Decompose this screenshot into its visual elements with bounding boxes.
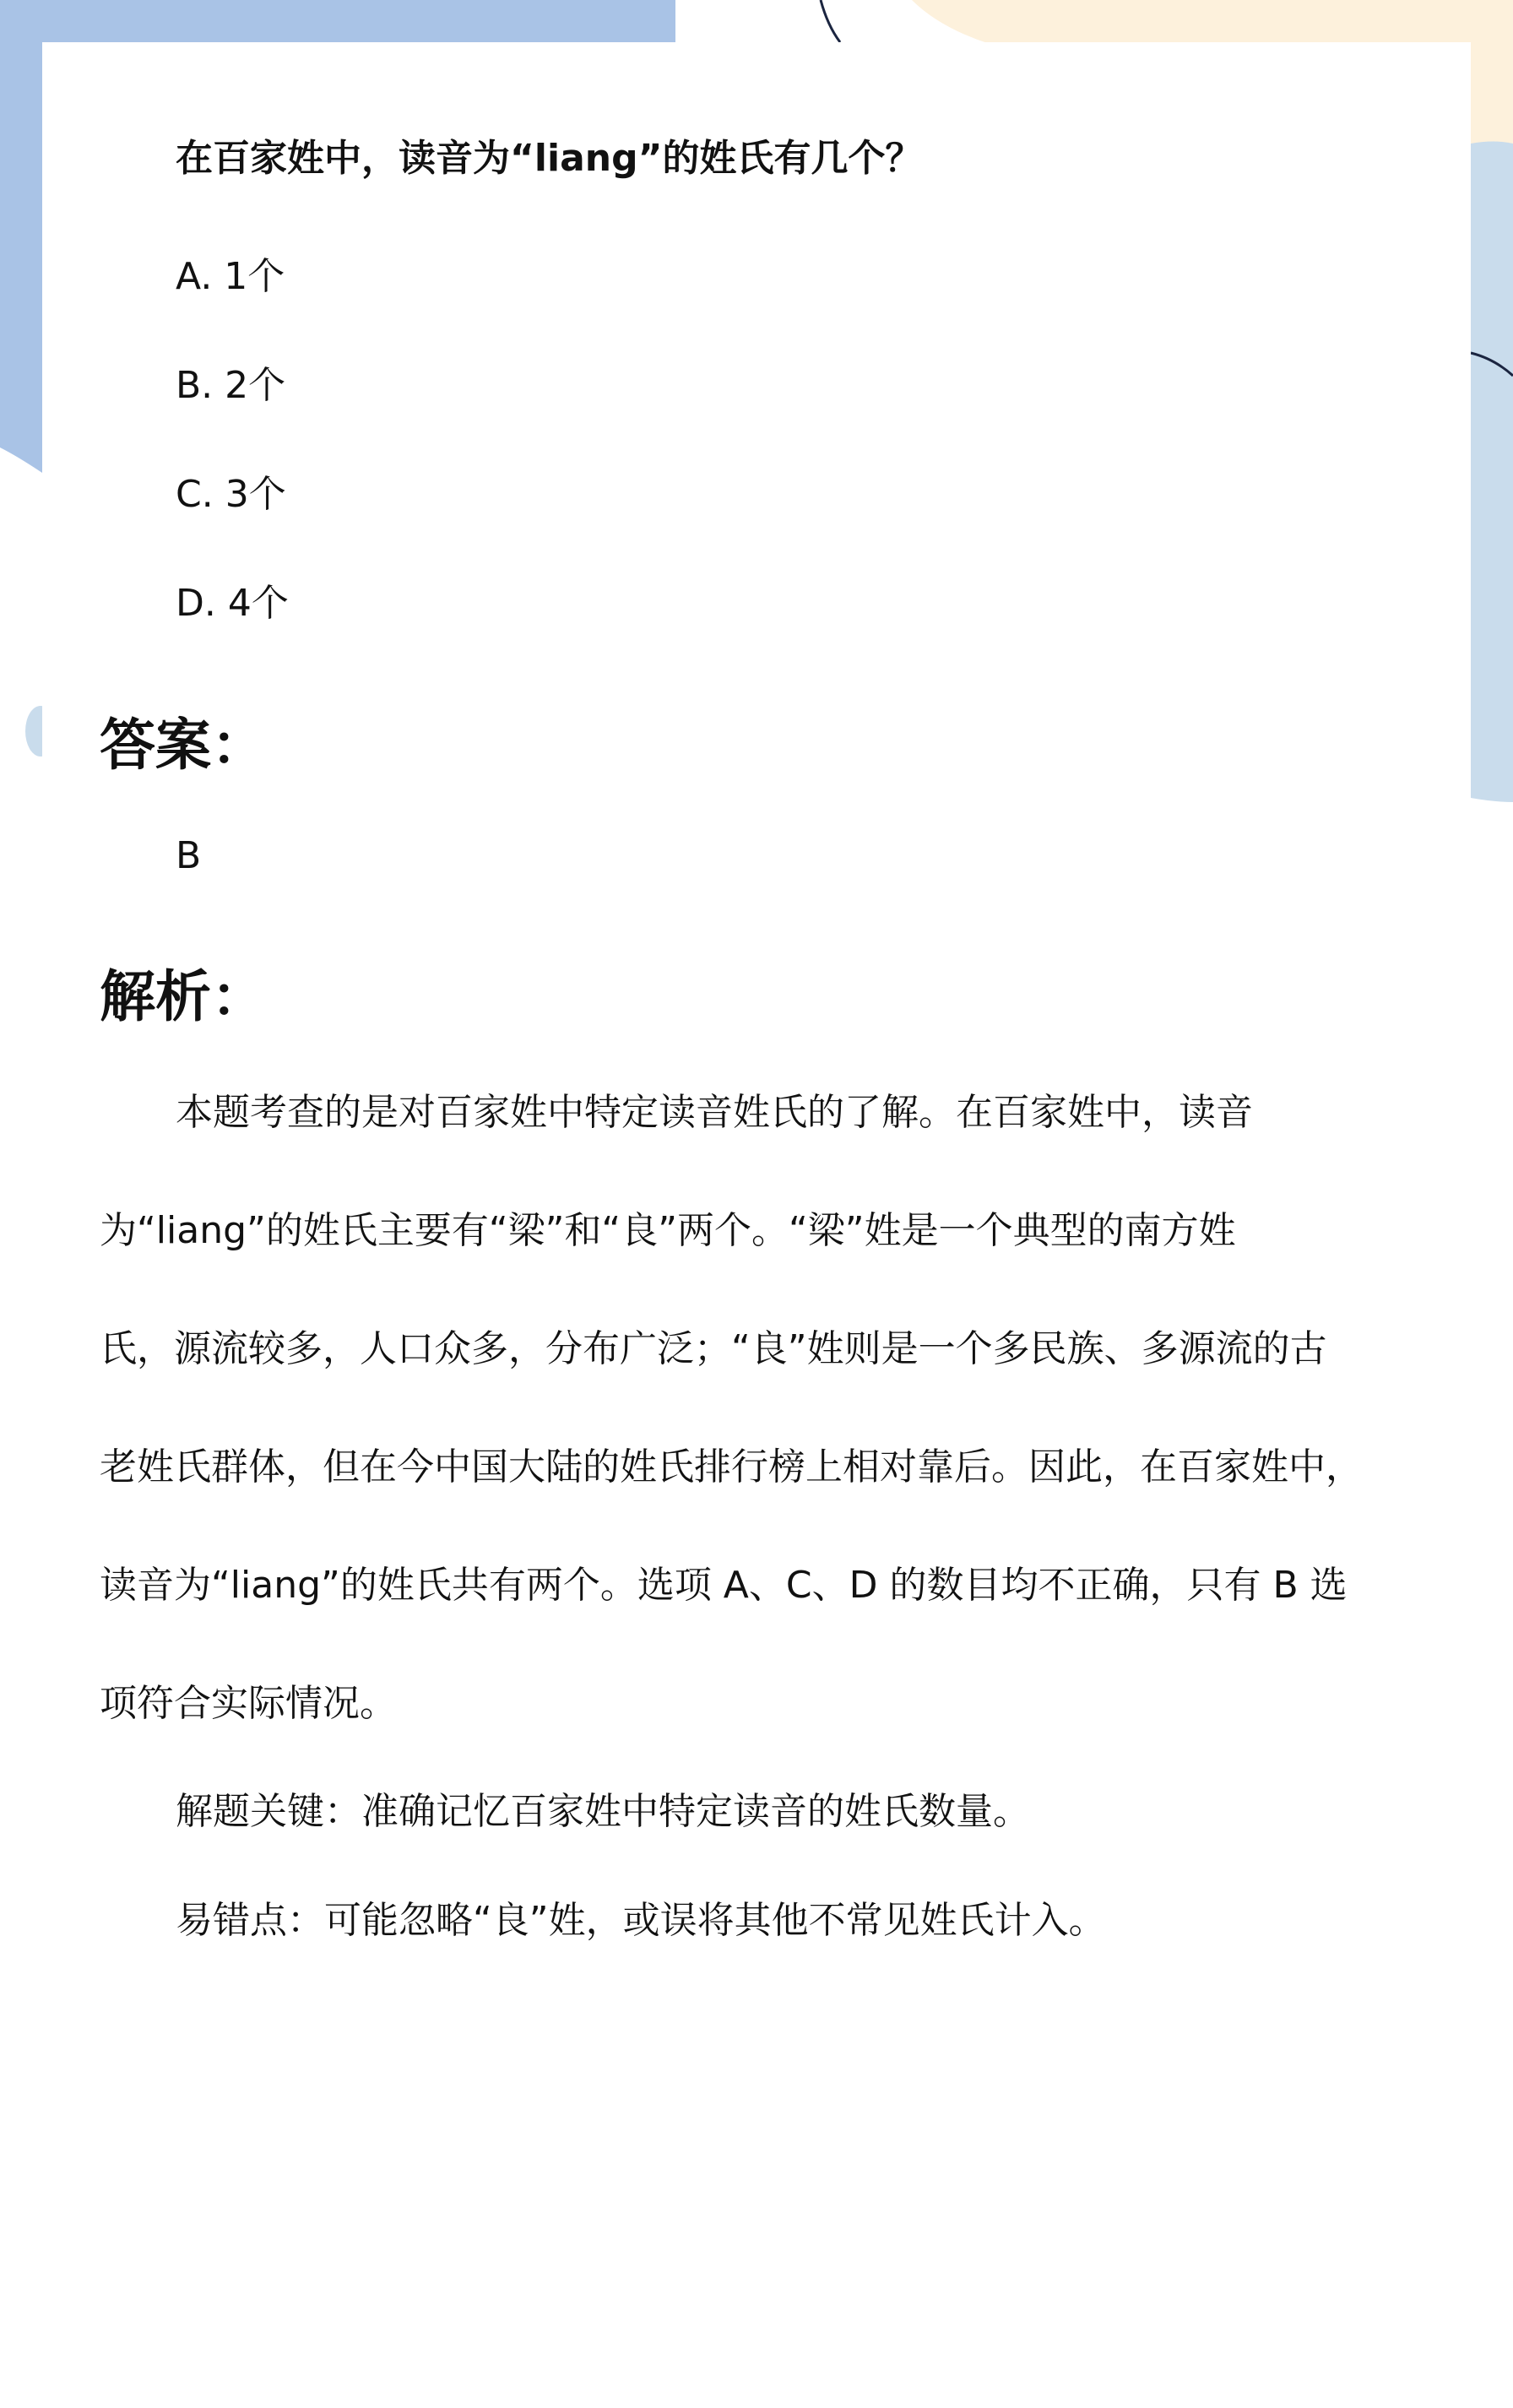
option-d: D. 4个 <box>176 582 289 625</box>
option-c: C. 3个 <box>176 473 286 516</box>
analysis-line: 氏，源流较多，人口众多，分布广泛；“良”姓则是一个多民族、多源流的古 <box>100 1327 1327 1370</box>
analysis-heading: 解析： <box>100 964 267 1029</box>
question-text: 在百家姓中，读音为“liang”的姓氏有几个？ <box>176 137 923 180</box>
option-b: B. 2个 <box>176 364 286 407</box>
question-block <box>176 137 923 199</box>
answer-heading: 答案： <box>100 713 267 778</box>
analysis-line: 项符合实际情况。 <box>100 1682 397 1725</box>
option-a: A. 1个 <box>176 255 285 298</box>
analysis-line: 读音为“liang”的姓氏共有两个。选项 A、C、D 的数目均不正确，只有 B 选 <box>100 1564 1348 1607</box>
analysis-line: 老姓氏群体，但在今中国大陆的姓氏排行榜上相对靠后。因此，在百家姓中， <box>100 1445 1363 1489</box>
analysis-line: 为“liang”的姓氏主要有“梁”和“良”两个。“梁”姓是一个典型的南方姓 <box>100 1209 1236 1252</box>
error-point-text: 易错点：可能忽略“良”姓，或误将其他不常见姓氏计入。 <box>176 1899 1106 1942</box>
answer-value: B <box>176 834 202 877</box>
analysis-line: 本题考查的是对百家姓中特定读音姓氏的了解。在百家姓中，读音 <box>176 1091 1253 1134</box>
key-point-text: 解题关键：准确记忆百家姓中特定读音的姓氏数量。 <box>176 1790 1030 1833</box>
